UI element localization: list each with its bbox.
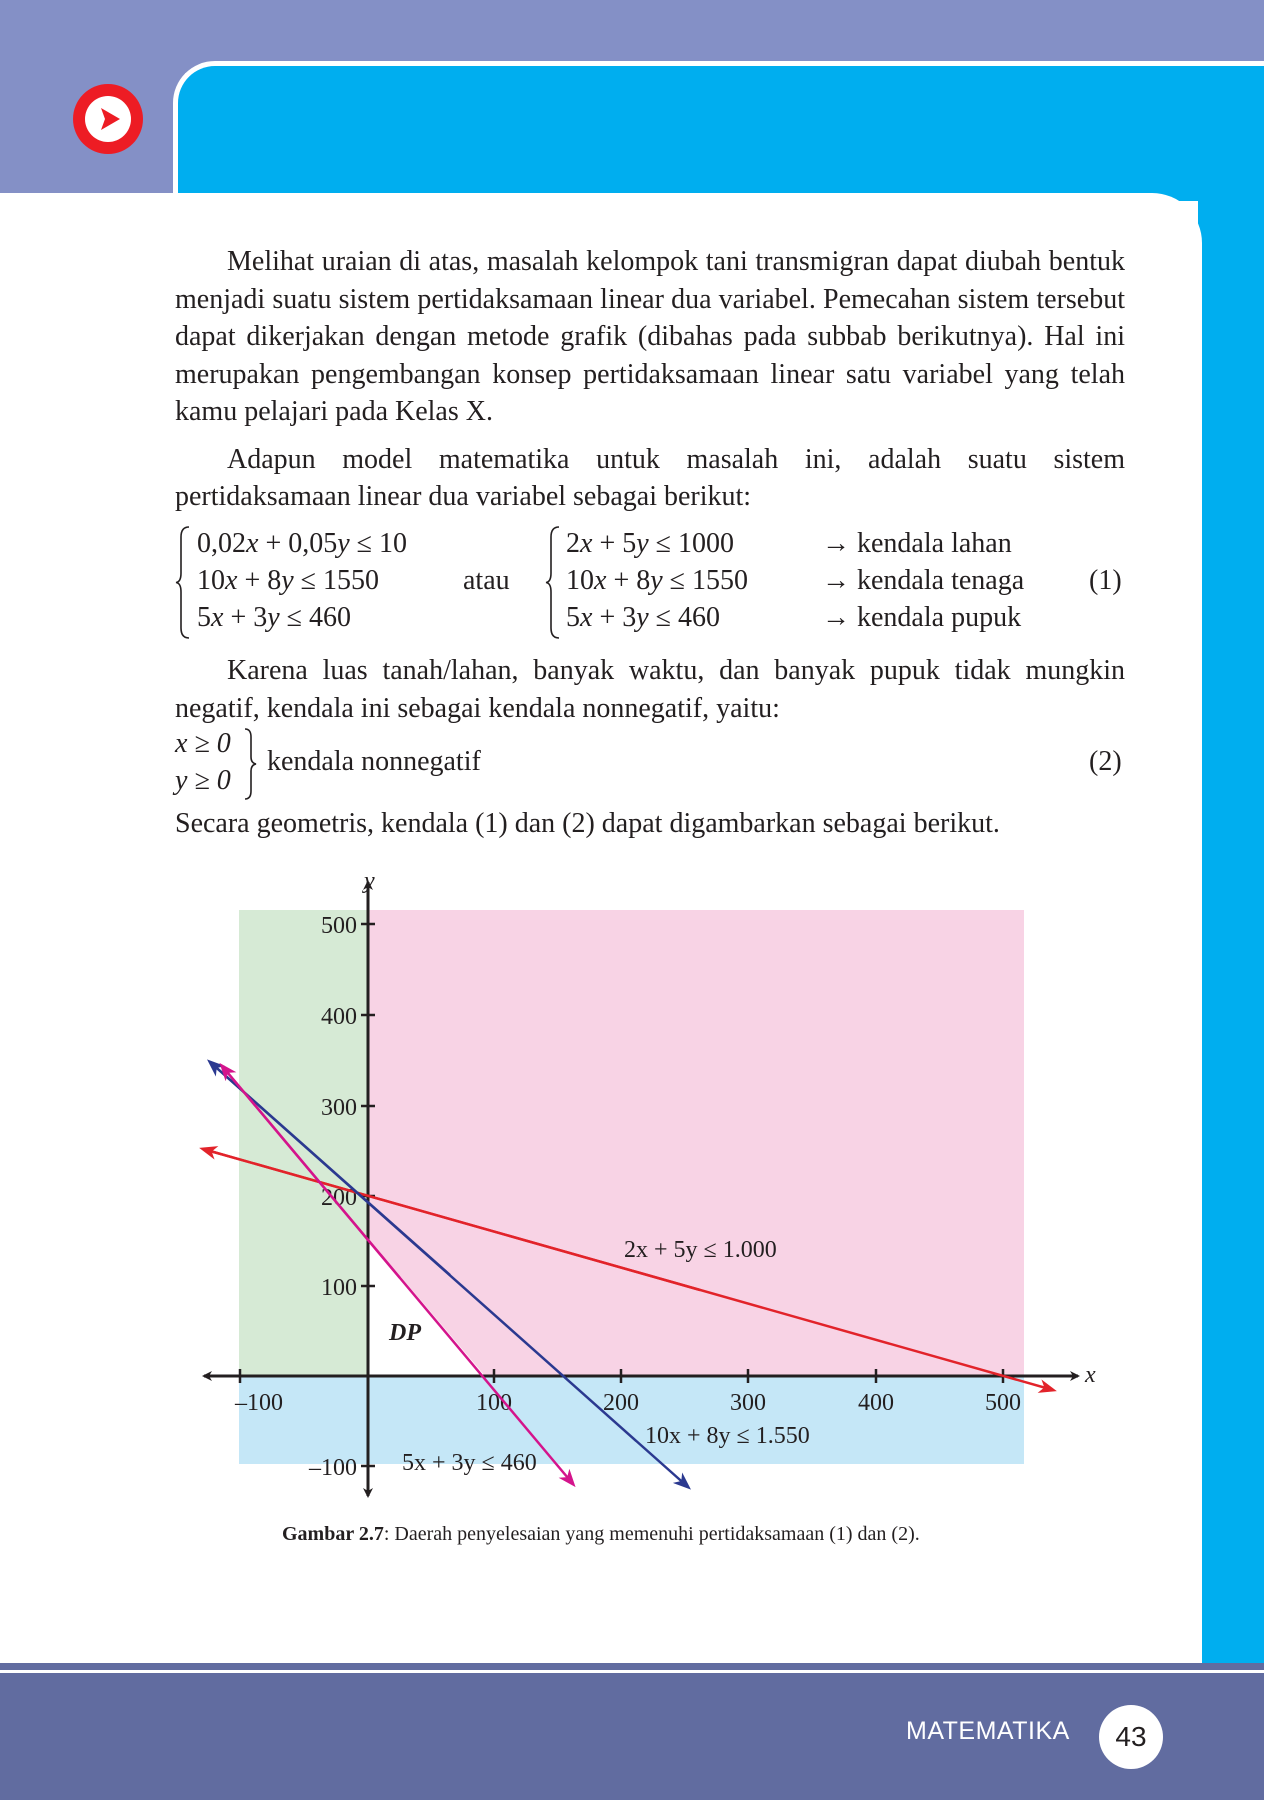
- y-tick-300: 300: [321, 1095, 357, 1121]
- paragraph-3: Karena luas tanah/lahan, banyak waktu, dan banyak pupuk tidak mungkin negatif, kendala ini sebagai kendala nonnegatif, yaitu:: [175, 655, 1125, 724]
- system-left-row-2: 10x + 8y ≤ 1550: [197, 565, 380, 596]
- right-brace-icon: [243, 727, 257, 801]
- system-left-row-3: 5x + 3y ≤ 460: [197, 602, 352, 633]
- left-brace-icon: [175, 525, 191, 640]
- x-axis-label: x: [1085, 1362, 1096, 1388]
- region-x-negative: [239, 910, 368, 1376]
- footer: [0, 1663, 1264, 1800]
- x-tick-500: 500: [985, 1390, 1021, 1416]
- y-tick-neg100: –100: [309, 1455, 357, 1481]
- atau-text: atau: [463, 565, 510, 596]
- system-right-row-2: 10x + 8y ≤ 1550: [566, 565, 749, 596]
- region-infeasible: [368, 910, 1024, 1376]
- y-tick-400: 400: [321, 1004, 357, 1030]
- system-right-row-3: 5x + 3y ≤ 460: [566, 602, 721, 633]
- right-brace-icon: [545, 525, 561, 640]
- label-tenaga: 10x + 8y ≤ 1.550: [645, 1423, 810, 1449]
- x-tick-300: 300: [730, 1390, 766, 1416]
- paragraph-2: Adapun model matematika untuk masalah ini, adalah suatu sistem pertidaksamaan linear dua variabel sebagai berikut:: [175, 443, 1125, 512]
- equation-number-2: (2): [1089, 746, 1122, 777]
- footer-divider: [0, 1670, 1264, 1673]
- label-dp: DP: [389, 1320, 421, 1346]
- constraint-label-tenaga: → kendala tenaga: [822, 565, 1025, 596]
- x-tick-neg100: –100: [235, 1390, 283, 1416]
- play-circle-icon[interactable]: [73, 84, 143, 154]
- y-nonneg: y ≥ 0: [175, 765, 231, 796]
- caption-label: Gambar 2.7: [282, 1523, 384, 1545]
- x-tick-200: 200: [603, 1390, 639, 1416]
- y-tick-500: 500: [321, 913, 357, 939]
- x-tick-400: 400: [858, 1390, 894, 1416]
- inequality-graph: [0, 860, 1264, 1510]
- x-nonneg: x ≥ 0: [175, 728, 231, 759]
- paragraph-4: Secara geometris, kendala (1) dan (2) dapat digambarkan sebagai berikut.: [175, 808, 1000, 839]
- constraint-label-lahan: → kendala lahan: [822, 528, 1012, 559]
- y-tick-100: 100: [321, 1275, 357, 1301]
- x-tick-100: 100: [476, 1390, 512, 1416]
- paragraph-1: Melihat uraian di atas, masalah kelompok tani transmigran dapat diubah bentuk menjadi suatu sistem pertidaksamaan linear dua variabel. Pemecahan sistem tersebut dapat dikerjakan dengan metode grafik (dibahas pada subbab berikutnya). Hal ini merupakan pengembangan konsep pertidaksamaan linear satu variabel yang telah kamu pelajari pada Kelas X.: [175, 246, 1125, 427]
- caption-text: : Daerah penyelesaian yang memenuhi pertidaksamaan (1) dan (2).: [383, 1523, 920, 1545]
- y-axis-label: y: [364, 868, 375, 894]
- system-left-row-1: 0,02x + 0,05y ≤ 10: [197, 528, 408, 559]
- nonneg-label: kendala nonnegatif: [267, 746, 481, 777]
- body-text: [175, 243, 1125, 516]
- y-tick-200: 200: [321, 1185, 357, 1211]
- inequality-system: [175, 525, 1125, 640]
- footer-subject: MATEMATIKA: [906, 1717, 1070, 1745]
- label-lahan: 2x + 5y ≤ 1.000: [624, 1237, 777, 1263]
- system-right-row-1: 2x + 5y ≤ 1000: [566, 528, 735, 559]
- constraint-label-pupuk: → kendala pupuk: [822, 602, 1022, 633]
- label-pupuk: 5x + 3y ≤ 460: [402, 1450, 537, 1476]
- nonnegative-constraints: [175, 725, 1125, 805]
- figure-caption: [282, 1523, 920, 1546]
- header-blue-panel: [173, 61, 1264, 201]
- page-number: 43: [1099, 1705, 1163, 1769]
- equation-number-1: (1): [1089, 565, 1122, 596]
- play-triangle-icon: [85, 96, 131, 142]
